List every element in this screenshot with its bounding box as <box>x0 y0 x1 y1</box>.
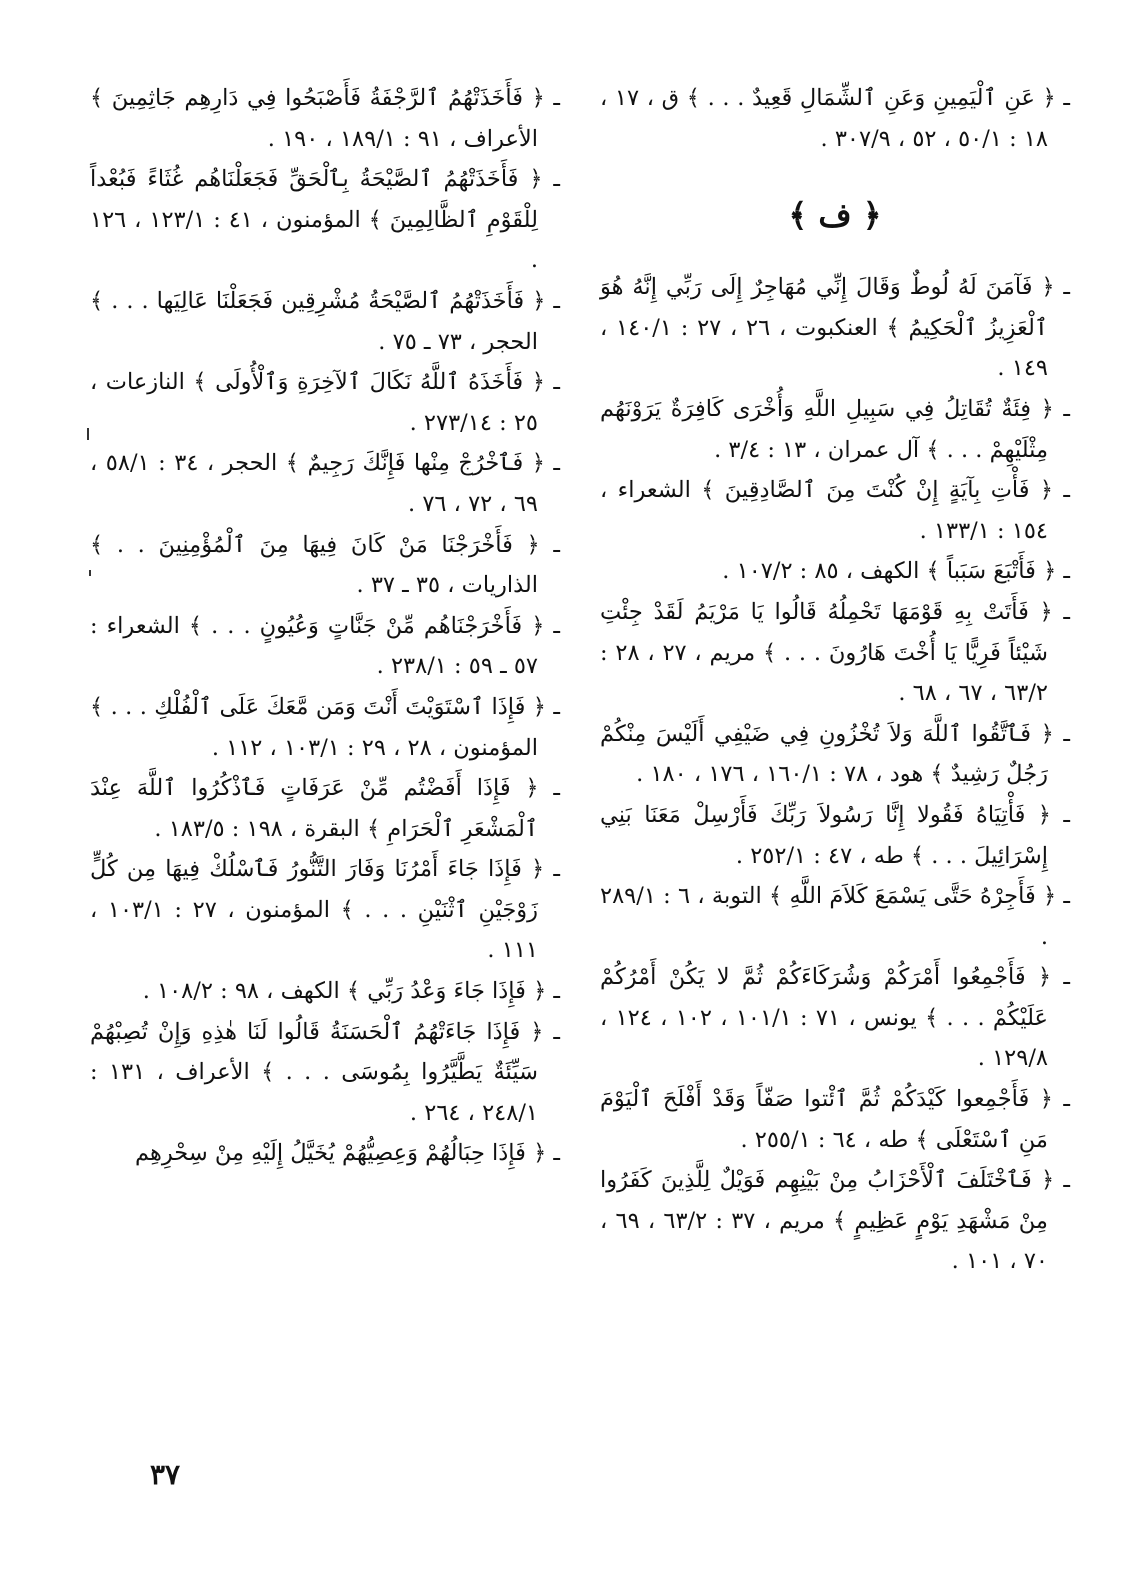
left-column <box>90 78 560 1174</box>
index-entry: ـ ﴿ فَٱخْتَلَفَ ٱلْأَحْزَابُ مِنْ بَيْنِهِم فَوَيْلٌ لِلَّذِينَ كَفَرُوا مِنْ مَشْهَدِ يَوْمٍ عَظِيمٍ ﴾ مريم ، ٣٧ : ٦٣/٢ ، ٦٩ ، ٧٠ ، ١٠١ . <box>600 1167 1070 1275</box>
index-entry: ـ ﴿ فَأْتِيَاهُ فَقُولا إِنَّا رَسُولاَ رَبِّكَ فَأَرْسِلْ مَعَنَا بَنِي إِسْرَائِيلَ . . . ﴾ طه ، ٤٧ : ٢٥٢/١ . <box>600 801 1070 869</box>
index-entry: ـ ﴿ فَأَخَذَهُ ٱللَّهُ نَكَالَ ٱلآخِرَةِ وَٱلْأُولَى ﴾ النازعات ، ٢٥ : ٢٧٣/١٤ . <box>90 369 560 436</box>
index-entry: ـ ﴿ فَأَخْرَجْنَا مَنْ كَانَ فِيهَا مِنَ ٱلْمُؤْمِنِينَ . . ﴾ الذاريات ، ٣٥ ـ ٣٧ . <box>90 531 560 599</box>
index-entry: ـ ﴿ فَإِذَا جَاءَ أَمْرُنَا وَفَارَ التَّنُّورُ فَٱسْلُكْ فِيهَا مِن كُلٍّ زَوْجَيْنِ ٱثْنَيْنِ . . . ﴾ المؤمنون ، ٢٧ : ١٠٣/١ ، ١١١ . <box>90 856 560 964</box>
index-entry: ـ ﴿ فَأَخَذَتْهُمُ ٱلصَّيْحَةُ مُشْرِقِين فَجَعَلْنَا عَالِيَها . . . ﴾ الحجر ، ٧٣ ـ ٧٥ . <box>90 287 560 355</box>
index-entry: ـ ﴿ فَإِذَا حِبَالُهُمْ وَعِصِيُّهُمْ يُخَيَّلُ إِلَيْهِ مِنْ سِحْرِهِم <box>135 1140 560 1167</box>
index-entry: ـ ﴿ فَأَخَذَتْهُمُ ٱلصَّيْحَةُ بِٱلْحَقِّ فَجَعَلْنَاهُم غُثَاءً فَبُعْداً لِلْقَوْمِ ٱلظَّالِمِينَ ﴾ المؤمنون ، ٤١ : ١٢٣/١ ، ١٢٦ . <box>90 166 560 274</box>
index-entry: ـ ﴿ فَإِذَا جَاءَتْهُمُ ٱلْحَسَنَةُ قَالُوا لَنَا هٰذِهِ وَإِنْ تُصِبْهُمْ سَيِّئَةٌ يَطَّيَّرُوا بِمُوسَى . . . ﴾ الأعراف ، ١٣١ : ٢٤٨/١ ، ٢٦٤ . <box>90 1018 560 1126</box>
index-entry: ـ ﴿ فَٱتَّقُوا ٱللَّهَ وَلاَ تُخْزُونِ فِي ضَيْفِي أَلَيْسَ مِنْكُمْ رَجُلٌ رَشِيدٌ ﴾ هود ، ٧٨ : ١٦٠/١ ، ١٧٦ ، ١٨٠ . <box>600 720 1070 788</box>
page-number: ٣٧ <box>150 1458 181 1491</box>
index-entry: ـ ﴿ فَٱخْرُجْ مِنْها فَإِنَّكَ رَجِيمٌ ﴾ الحجر ، ٣٤ : ٥٨/١ ، ٦٩ ، ٧٢ ، ٧٦ . <box>90 450 561 517</box>
index-entry: ـ ﴿ فَآمَنَ لَهُ لُوطٌ وَقَالَ إِنِّي مُهَاجِرٌ إِلَى رَبِّي إِنَّهُ هُوَ ٱلْعَزِيزُ ٱلْحَكِيمُ ﴾ العنكبوت ، ٢٦ ، ٢٧ : ١٤٠/١ ، ١٤٩ . <box>600 274 1070 382</box>
index-entry: ـ ﴿ فَأَخْرَجْنَاهُم مِّنْ جَنَّاتٍ وَعُيُونٍ . . . ﴾ الشعراء : ٥٧ ـ ٥٩ : ٢٣٨/١ . <box>90 612 560 680</box>
index-entry: ـ ﴿ فَأَتَتْ بِهِ قَوْمَهَا تَحْمِلُهُ قَالُوا يَا مَرْيَمُ لَقَدْ جِئْتِ شَيْئاً فَرِيًّا يَا أُخْتَ هَارُونَ . . . ﴾ مريم ، ٢٧ ، ٢٨ : ٦٣/٢ ، ٦٧ ، ٦٨ . <box>600 598 1070 707</box>
index-entry: ـ ﴿ فَأَجْمِعوا كَيْدَكُمْ ثُمَّ ٱئْتوا صَفّاً وَقَدْ أَفْلَحَ ٱلْيَوْمَ مَنِ ٱسْتَعْلَى ﴾ طه ، ٦٤ : ٢٥٥/١ . <box>600 1086 1070 1153</box>
scan-speck <box>87 428 89 440</box>
index-entry: ـ ﴿ فَإِذَا أَفَضْتُم مِّنْ عَرَفَاتٍ فَٱذْكُرُوا ٱللَّهَ عِنْدَ ٱلْمَشْعَرِ ٱلْحَرَامِ ﴾ البقرة ، ١٩٨ : ١٨٣/٥ . <box>90 775 560 842</box>
index-entry: ـ ﴿ فَأْتِ بِآيَةٍ إِنْ كُنْتَ مِنَ ٱلصَّادِقِينَ ﴾ الشعراء ، ١٥٤ : ١٣٣/١ . <box>600 477 1070 544</box>
index-entry: ـ ﴿ فَإِذَا ٱسْتَوَيْتَ أَنْتَ وَمَن مَّعَكَ عَلَى ٱلْفُلْكِ . . . ﴾ المؤمنون ، ٢٨ ، ٢٩ : ١٠٣/١ ، ١١٢ . <box>90 693 560 761</box>
index-entry: ـ ﴿ فَأَجِرْهُ حَتَّى يَسْمَعَ كَلاَمَ اللَّهِ ﴾ التوبة ، ٦ : ٢٨٩/١ . <box>600 883 1070 950</box>
index-entry: ـ ﴿ فَأَتْبَعَ سَبَباً ﴾ الكهف ، ٨٥ : ١٠٧/٢ . <box>722 558 1070 585</box>
scan-speck <box>89 570 91 576</box>
index-entry: ـ ﴿ فَأَجْمِعُوا أَمْرَكُمْ وَشُرَكَاءَكُمْ ثُمَّ لا يَكُنْ أَمْرُكُمْ عَلَيْكُمْ . . . ﴾ يونس ، ٧١ : ١٠١/١ ، ١٠٢ ، ١٢٤ ، ١٢٩/٨ . <box>600 964 1070 1072</box>
section-heading: ﴿ ف ﴾ <box>788 196 882 235</box>
index-entry: ـ ﴿ فَإِذَا جَاءَ وَعْدُ رَبِّي ﴾ الكهف ، ٩٨ : ١٠٨/٢ . <box>142 978 560 1005</box>
index-entry: ـ ﴿ فَأَخَذَتْهُمُ ٱلرَّجْفَةُ فَأَصْبَحُوا فِي دَارِهِم جَاثِمِينَ ﴾ الأعراف ، ٩١ : ١٨٩/١ ، ١٩٠ . <box>90 85 560 152</box>
index-entry: ـ ﴿ عَنِ ٱلْيَمِينِ وَعَنِ ٱلشِّمَالِ قَعِيدٌ . . . ﴾ ق ، ١٧ ، ١٨ : ٥٠/١ ، ٥٢ ، ٣٠٧/٩ . <box>600 85 1070 152</box>
index-entry: ـ ﴿ فِئَةٌ تُقَاتِلُ فِي سَبِيلِ اللَّهِ وَأُخْرَى كَافِرَةٌ يَرَوْنَهُم مِثْلَيْهِمْ . . . ﴾ آل عمران ، ١٣ : ٣/٤ . <box>600 395 1070 463</box>
right-column <box>600 78 1070 1282</box>
